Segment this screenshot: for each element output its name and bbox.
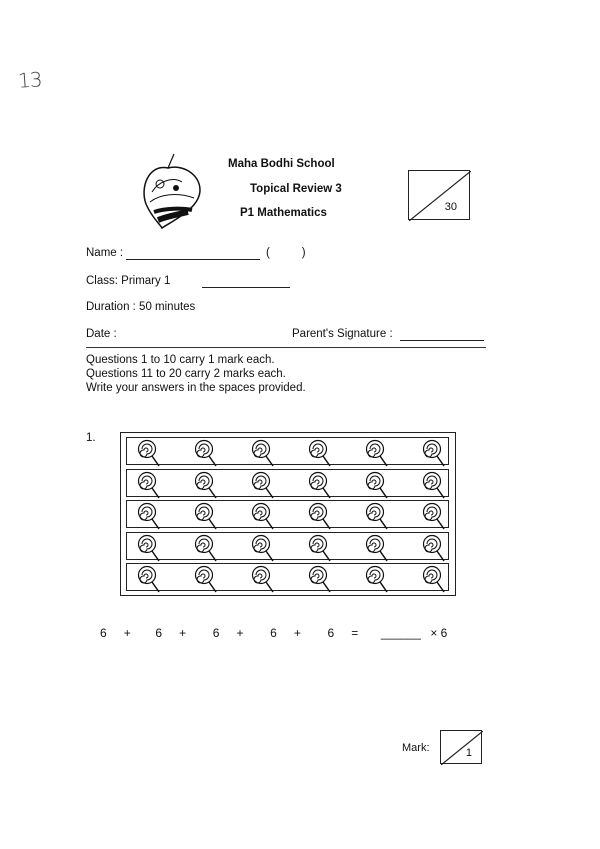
lollipop-icon (137, 534, 163, 562)
mark-diagonal (441, 731, 483, 765)
answer-blank[interactable]: ______ (380, 626, 421, 640)
date-label: Date : (86, 328, 117, 340)
lollipop-icon (308, 439, 334, 467)
equation-token: 6 (100, 626, 107, 640)
lollipop-row (126, 437, 449, 465)
lollipop-icon (308, 565, 334, 593)
equation-token: + (236, 626, 244, 640)
equation-token: = (351, 626, 359, 640)
equation-token: × 6 (430, 626, 448, 640)
lollipop-icon (365, 439, 391, 467)
lollipop-row (126, 469, 449, 497)
duration-label: Duration : 50 minutes (86, 301, 196, 313)
lollipop-icon (194, 471, 220, 499)
signature-line[interactable] (400, 340, 484, 341)
lollipop-icon (251, 502, 277, 530)
lollipop-icon (137, 565, 163, 593)
instruction-3: Write your answers in the spaces provided. (86, 382, 306, 394)
instruction-2: Questions 11 to 20 carry 2 marks each. (86, 368, 286, 380)
equation-token: 6 (270, 626, 277, 640)
lollipop-row (126, 532, 449, 560)
lollipop-icon (194, 534, 220, 562)
equation-token: + (123, 626, 131, 640)
school-name: Maha Bodhi School (228, 158, 335, 170)
lollipop-icon (194, 565, 220, 593)
lollipop-icon (422, 439, 448, 467)
lollipop-icon (422, 565, 448, 593)
lollipop-icon (137, 471, 163, 499)
subject-title: P1 Mathematics (240, 207, 327, 219)
name-label: Name : (86, 247, 124, 259)
lollipop-row (126, 500, 449, 528)
lollipop-icon (251, 439, 277, 467)
equation-token: + (179, 626, 187, 640)
lollipop-grid (120, 432, 456, 596)
lollipop-icon (422, 471, 448, 499)
school-logo (138, 152, 206, 230)
lollipop-icon (137, 502, 163, 530)
equation-token: 6 (155, 626, 163, 640)
divider (86, 347, 486, 348)
equation (100, 626, 460, 640)
lollipop-icon (251, 534, 277, 562)
lollipop-icon (365, 502, 391, 530)
mark-value: 1 (465, 747, 472, 759)
equation-token: 6 (327, 626, 335, 640)
mark-box (440, 730, 482, 764)
lollipop-icon (137, 439, 163, 467)
class-line[interactable] (202, 287, 290, 288)
lollipop-icon (194, 439, 220, 467)
total-marks: 30 (444, 201, 457, 213)
lollipop-icon (251, 471, 277, 499)
class-label: Class: Primary 1 (86, 275, 171, 287)
name-brackets: ( ) (266, 247, 306, 259)
equation-token: 6 (212, 626, 220, 640)
parent-signature-label: Parent's Signature : (292, 328, 393, 340)
mark-label: Mark: (402, 742, 430, 754)
total-score-box (408, 170, 470, 220)
name-line[interactable] (126, 259, 260, 260)
lollipop-icon (194, 502, 220, 530)
lollipop-row (126, 563, 449, 591)
equation-token: + (293, 626, 301, 640)
lollipop-icon (365, 565, 391, 593)
lollipop-icon (308, 471, 334, 499)
review-title: Topical Review 3 (250, 183, 342, 195)
handwritten-page-number: 13 (17, 67, 43, 93)
lollipop-icon (422, 534, 448, 562)
lollipop-icon (308, 502, 334, 530)
lollipop-icon (422, 502, 448, 530)
instruction-1: Questions 1 to 10 carry 1 mark each. (86, 354, 275, 366)
question-number: 1. (86, 432, 96, 444)
lollipop-icon (251, 565, 277, 593)
score-diagonal (409, 171, 471, 221)
lollipop-icon (365, 534, 391, 562)
lollipop-icon (308, 534, 334, 562)
lollipop-icon (365, 471, 391, 499)
